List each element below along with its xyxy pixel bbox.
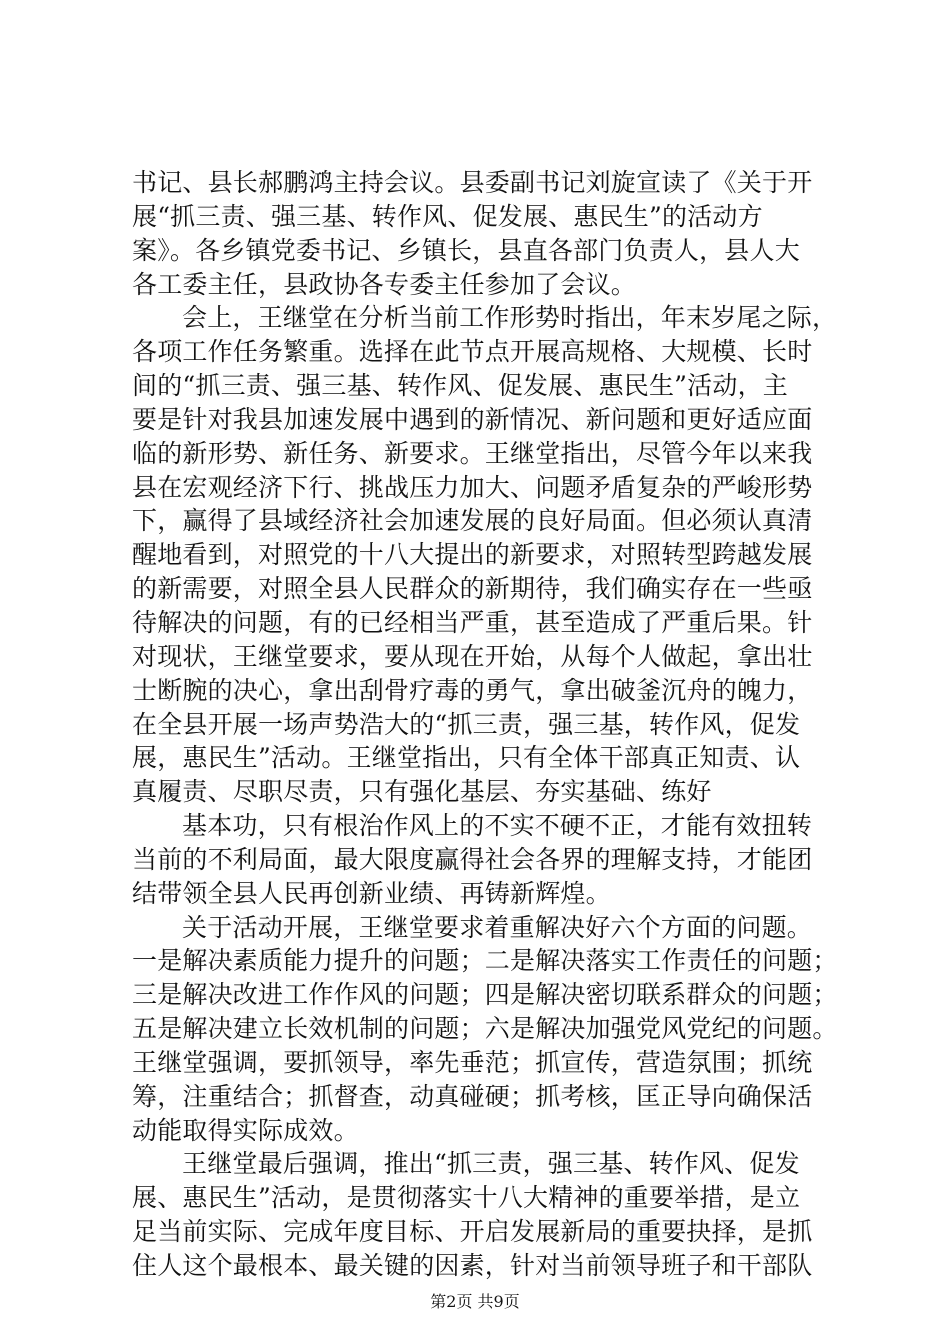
text-line: 筹，注重结合；抓督查，动真碰硬；抓考核，匡正导向确保活 — [132, 1081, 813, 1111]
text-line: 结带领全县人民再创新业绩、再铸新辉煌。 — [132, 878, 611, 908]
text-line: 会上，王继堂在分析当前工作形势时指出，年末岁尾之际， — [182, 303, 838, 333]
text-line: 间的“抓三责、强三基、转作风、促发展、惠民生”活动，主 — [132, 371, 788, 401]
text-line: 住人这个最根本、最关键的因素，针对当前领导班子和干部队 — [132, 1251, 813, 1280]
document-body — [132, 166, 838, 1283]
text-line: 的新需要，对照全县人民群众的新期待，我们确实存在一些亟 — [132, 574, 813, 604]
text-line: 各工委主任，县政协各专委主任参加了会议。 — [132, 269, 637, 299]
text-line: 要是针对我县加速发展中遇到的新情况、新问题和更好适应面 — [132, 404, 813, 434]
text-line: 临的新形势、新任务、新要求。王继堂指出，尽管今年以来我 — [132, 438, 813, 468]
text-line: 展“抓三责、强三基、转作风、促发展、惠民生”的活动方 — [132, 201, 763, 231]
text-line: 待解决的问题，有的已经相当严重，甚至造成了严重后果。针 — [132, 607, 813, 637]
text-line: 王继堂最后强调，推出“抓三责，强三基、转作风、促发 — [182, 1149, 800, 1179]
text-line: 书记、县长郝鹏鸿主持会议。县委副书记刘旋宣读了《关于开 — [132, 168, 813, 197]
text-line: 对现状，王继堂要求，要从现在开始，从每个人做起，拿出壮 — [132, 641, 813, 671]
text-line: 关于活动开展，王继堂要求着重解决好六个方面的问题。 — [182, 912, 813, 942]
text-line: 一是解决素质能力提升的问题；二是解决落实工作责任的问题； — [132, 946, 838, 976]
text-line: 展、惠民生”活动，是贯彻落实十八大精神的重要举措，是立 — [132, 1183, 801, 1213]
text-line: 基本功，只有根治作风上的不实不硬不正，才能有效扭转 — [182, 811, 813, 841]
text-line: 醒地看到，对照党的十八大提出的新要求，对照转型跨越发展 — [132, 540, 813, 570]
text-line: 三是解决改进工作作风的问题；四是解决密切联系群众的问题； — [132, 980, 838, 1010]
text-line: 当前的不利局面，最大限度赢得社会各界的理解支持，才能团 — [132, 844, 813, 874]
text-line: 士断腕的决心，拿出刮骨疗毒的勇气，拿出破釜沉舟的魄力， — [132, 675, 813, 705]
text-line: 足当前实际、完成年度目标、开启发展新局的重要抉择，是抓 — [132, 1217, 813, 1247]
text-line: 展，惠民生”活动。王继堂指出，只有全体干部真正知责、认 — [132, 743, 801, 773]
text-line: 五是解决建立长效机制的问题；六是解决加强党风党纪的问题。 — [132, 1014, 838, 1044]
text-line: 下，赢得了县域经济社会加速发展的良好局面。但必须认真清 — [132, 506, 813, 536]
text-line: 各项工作任务繁重。选择在此节点开展高规格、大规模、长时 — [132, 337, 813, 367]
text-line: 王继堂强调，要抓领导，率先垂范；抓宣传，营造氛围；抓统 — [132, 1047, 813, 1077]
text-line: 在全县开展一场声势浩大的“抓三责，强三基，转作风，促发 — [132, 709, 801, 739]
page-number-footer: 第2页 共9页 — [430, 1292, 520, 1311]
text-line: 真履责、尽职尽责，只有强化基层、夯实基础、练好 — [132, 777, 712, 807]
text-line: 动能取得实际成效。 — [132, 1115, 359, 1145]
text-line: 案》。各乡镇党委书记、乡镇长，县直各部门负责人，县人大 — [132, 235, 800, 265]
text-line: 县在宏观经济下行、挑战压力加大、问题矛盾复杂的严峻形势 — [132, 472, 813, 502]
